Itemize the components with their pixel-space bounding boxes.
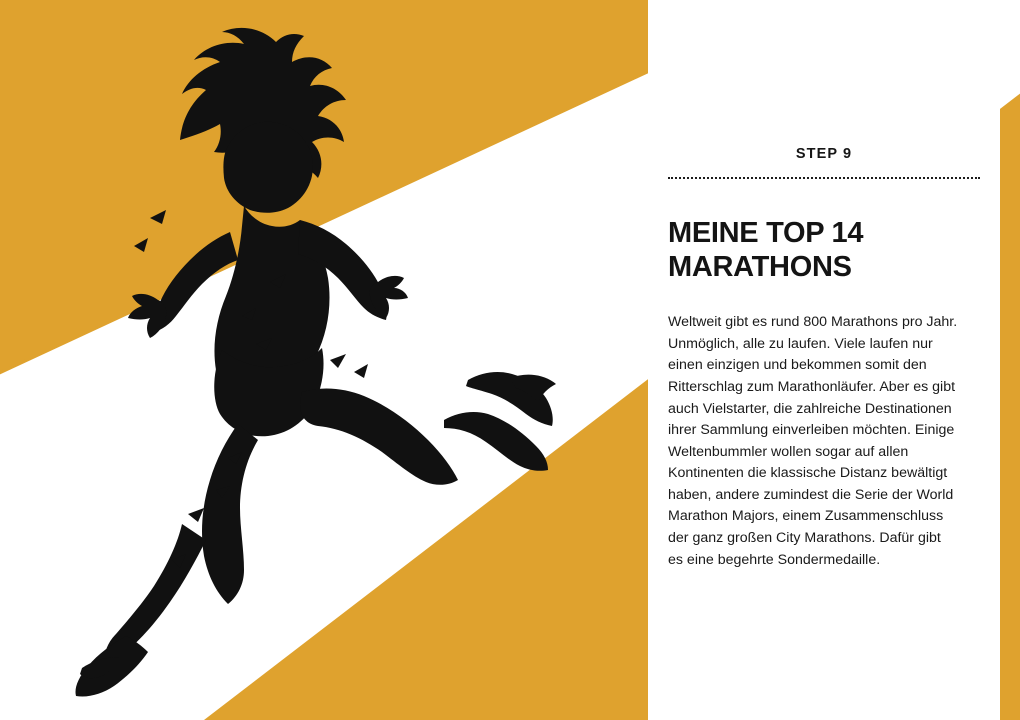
runner-silhouette-illustration [30, 20, 560, 700]
page-title: MEINE TOP 14 MARATHONS [668, 217, 864, 284]
body-paragraph: Weltweit gibt es rund 800 Marathons pro Jahr. Unmöglich, alle zu laufen. Viele laufen nur einen einzigen und bekommen somit den Ritterschlag zum Marathonläufer. Aber es gibt auch Vielstarter, die zahlreiche Destinationen ihrer Sammlung einverleiben möchten. Einige Weltenbummler wollen sogar auf allen Kontinenten die klassische Distanz bewältigt haben, andere zumindest die Serie der World Marathon Majors, einem Zusammenschluss der ganz großen City Marathons. Dafür gibt es eine begehrte Sondermedaille. [668, 314, 958, 568]
text-column [668, 0, 980, 720]
dotted-divider [668, 177, 980, 179]
step-label: STEP 9 [795, 146, 853, 162]
